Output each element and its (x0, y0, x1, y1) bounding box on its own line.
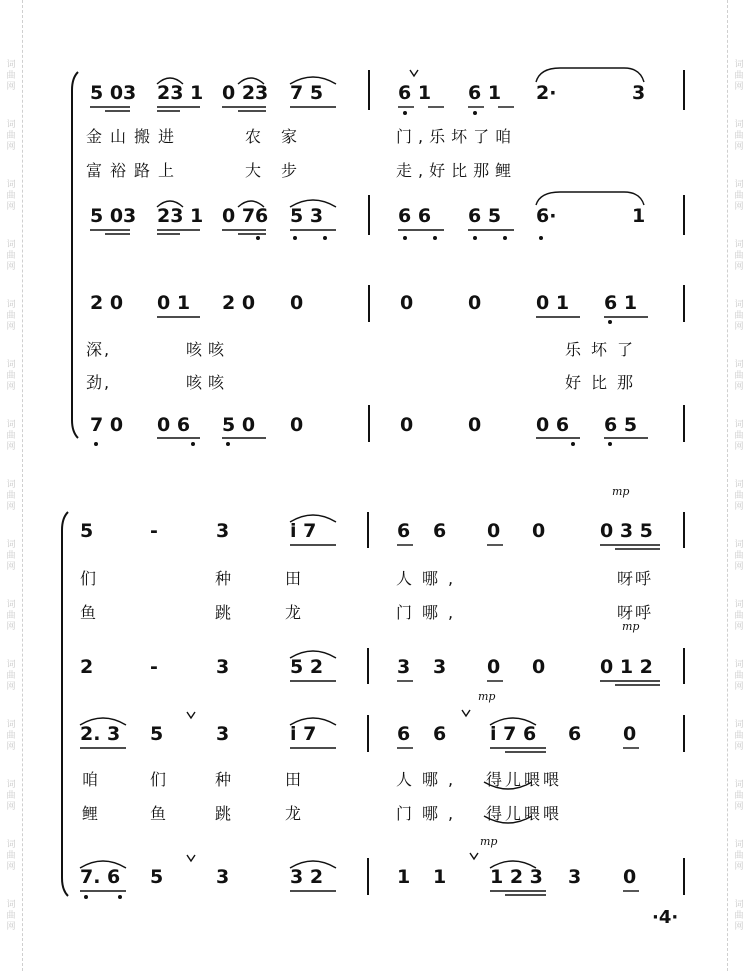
note-group: 5 0 (222, 414, 256, 436)
lyric-line: 咳咳 (186, 340, 231, 359)
note-group: 0 (468, 292, 482, 314)
note-group: 1 2 3 (490, 866, 543, 888)
octave-dot (503, 236, 507, 240)
slur (238, 78, 264, 84)
watermark-text: 词 曲 网 (6, 480, 16, 512)
note-group: 6 (397, 520, 411, 542)
lyric-line: 田 (285, 770, 304, 789)
dynamic-marking: mp (480, 835, 498, 848)
lyric-line: 呀呼 (617, 603, 654, 622)
watermark-text: 词 曲 网 (6, 240, 16, 272)
note-group: 1 (433, 866, 447, 888)
note-group: 5 3 (290, 205, 324, 227)
slur (490, 861, 536, 868)
note-group: 6 1 (398, 82, 432, 104)
watermark-text: 词 曲 网 (6, 120, 16, 152)
dynamic-marking: mp (478, 690, 496, 703)
watermark-text: 词 曲 网 (6, 60, 16, 92)
note-group: 5 (150, 723, 164, 745)
watermark-text: 词 曲 网 (6, 720, 16, 752)
slur (157, 201, 183, 207)
note-group: i 7 (290, 723, 317, 745)
lyric-line: 龙 (285, 603, 304, 622)
note-group: 0 6 (536, 414, 570, 436)
breath-mark (410, 70, 418, 76)
lyric-line: 咱 (82, 770, 101, 789)
octave-dot (84, 895, 88, 899)
note-group: 6 (433, 520, 447, 542)
note-group: 0 (487, 656, 501, 678)
note-group: 5 (150, 866, 164, 888)
note-group: 0 76 (222, 205, 269, 227)
watermark-text: 词 曲 网 (734, 660, 744, 692)
note-group: 0 (400, 414, 414, 436)
note-group: 0 1 2 (600, 656, 653, 678)
watermark-text: 词 曲 网 (6, 780, 16, 812)
note-group: 3 (216, 723, 230, 745)
note-group: 6 (433, 723, 447, 745)
note-group: 3 (397, 656, 411, 678)
watermark-text: 词 曲 网 (6, 600, 16, 632)
octave-dot (608, 442, 612, 446)
note-group: 3 (216, 656, 230, 678)
lyric-line: 大步 (245, 161, 318, 180)
note-group: 23 1 (157, 205, 204, 227)
watermark-text: 词 曲 网 (734, 60, 744, 92)
lyric-line: 人哪, (396, 569, 464, 588)
watermark-text: 词 曲 网 (6, 840, 16, 872)
slur (290, 651, 336, 658)
watermark-text: 词 曲 网 (6, 300, 16, 332)
note-group: 3 (632, 82, 646, 104)
watermark-text: 词 曲 网 (6, 660, 16, 692)
watermark-text: 词 曲 网 (734, 480, 744, 512)
breath-mark (470, 853, 478, 859)
watermark-text: 词 曲 网 (734, 540, 744, 572)
note-group: 6 6 (398, 205, 432, 227)
lyric-line: 农家 (245, 127, 318, 146)
octave-dot (473, 236, 477, 240)
slur (238, 201, 264, 207)
note-group: 6 (568, 723, 582, 745)
note-group: 3 (216, 520, 230, 542)
note-group: 0 1 (157, 292, 191, 314)
watermark-text: 词 曲 网 (734, 600, 744, 632)
slur (80, 861, 126, 868)
note-group: 6 5 (468, 205, 502, 227)
slur (290, 515, 336, 522)
lyric-line: 得儿喂喂 (486, 770, 563, 789)
lyric-line: 种 (215, 770, 234, 789)
note-group: 2 (80, 656, 94, 678)
lyric-line: 田 (285, 569, 304, 588)
note-group: 7. 6 (80, 866, 121, 888)
note-group: 5 03 (90, 82, 137, 104)
note-group: 7 5 (290, 82, 324, 104)
note-group: 0 (290, 414, 304, 436)
octave-dot (256, 236, 260, 240)
octave-dot (608, 320, 612, 324)
lyric-line: 咳咳 (186, 373, 231, 392)
octave-dot (293, 236, 297, 240)
lyric-line: 走,好比那鲤 (396, 161, 518, 180)
note-group: 2· (536, 82, 557, 104)
watermark-text: 词 曲 网 (734, 900, 744, 932)
breath-mark (187, 712, 195, 718)
slur (157, 78, 183, 84)
watermark-text: 词 曲 网 (734, 240, 744, 272)
note-group: 3 2 (290, 866, 324, 888)
note-group: 2. 3 (80, 723, 121, 745)
lyric-line: 劲, (86, 373, 112, 392)
slur (290, 200, 336, 207)
note-group: 6 5 (604, 414, 638, 436)
lyric-line: 跳 (215, 603, 234, 622)
watermark-text: 词 曲 网 (6, 420, 16, 452)
note-group: 0 (487, 520, 501, 542)
watermark-text: 词 曲 网 (734, 780, 744, 812)
octave-dot (191, 442, 195, 446)
note-group: 3 (568, 866, 582, 888)
lyric-line: 门哪, (396, 603, 464, 622)
lyric-line: 得儿喂喂 (486, 804, 563, 823)
octave-dot (403, 236, 407, 240)
watermark-text: 词 曲 网 (6, 540, 16, 572)
lyric-line: 富裕路上 (86, 161, 183, 180)
note-group: 0 (290, 292, 304, 314)
note-group: 5 03 (90, 205, 137, 227)
note-group: 0 (623, 723, 637, 745)
watermark-text: 词 曲 网 (734, 180, 744, 212)
lyric-line: 门,乐坏了咱 (396, 127, 518, 146)
note-group: 5 (80, 520, 94, 542)
lyric-line: 鲤 (82, 804, 101, 823)
note-group: 1 (397, 866, 411, 888)
octave-dot (118, 895, 122, 899)
lyric-line: 呀呼 (617, 569, 654, 588)
watermark-text: 词 曲 网 (6, 180, 16, 212)
octave-dot (403, 111, 407, 115)
note-group: 6 1 (468, 82, 502, 104)
slur (536, 68, 644, 82)
slur (80, 718, 126, 725)
lyric-line: 种 (215, 569, 234, 588)
octave-dot (323, 236, 327, 240)
lyric-line: 门哪, (396, 804, 464, 823)
lyric-line: 们 (150, 770, 169, 789)
watermark-text: 词 曲 网 (734, 720, 744, 752)
lyric-line: 乐坏了 (565, 340, 644, 359)
breath-mark (462, 710, 470, 716)
system-brace (72, 72, 78, 438)
octave-dot (571, 442, 575, 446)
octave-dot (433, 236, 437, 240)
note-group: 0 1 (536, 292, 570, 314)
note-group: i 7 6 (490, 723, 537, 745)
dynamic-marking: mp (612, 485, 630, 498)
lyric-line: 深, (86, 340, 112, 359)
note-group: 0 (400, 292, 414, 314)
note-group: 5 2 (290, 656, 324, 678)
slur (484, 782, 532, 789)
system-brace (62, 512, 68, 896)
watermark-text: 词 曲 网 (6, 900, 16, 932)
note-group: 0 23 (222, 82, 269, 104)
octave-dot (94, 442, 98, 446)
watermark-text: 词 曲 网 (734, 420, 744, 452)
slur (536, 192, 644, 205)
slur (484, 816, 532, 823)
octave-dot (473, 111, 477, 115)
watermark-text: 词 曲 网 (734, 840, 744, 872)
octave-dot (226, 442, 230, 446)
lyric-line: 龙 (285, 804, 304, 823)
slur (290, 861, 336, 868)
note-group: 0 (623, 866, 637, 888)
slur (290, 77, 336, 84)
note-group: i 7 (290, 520, 317, 542)
note-group: 3 (433, 656, 447, 678)
note-group: - (150, 656, 158, 678)
dynamic-marking: mp (622, 620, 640, 633)
note-group: 6· (536, 205, 557, 227)
watermark-text: 词 曲 网 (734, 120, 744, 152)
page-number: ·4· (652, 907, 679, 928)
note-group: 1 (632, 205, 646, 227)
note-group: 2 0 (90, 292, 124, 314)
lyric-line: 金山搬进 (86, 127, 183, 146)
note-group: 7 0 (90, 414, 124, 436)
lyric-line: 好比那 (565, 373, 644, 392)
note-group: 2 0 (222, 292, 256, 314)
note-group: 0 (532, 520, 546, 542)
watermark-text: 词 曲 网 (734, 360, 744, 392)
lyric-line: 鱼 (80, 603, 99, 622)
note-group: 0 (468, 414, 482, 436)
breath-mark (187, 855, 195, 861)
note-group: 0 3 5 (600, 520, 653, 542)
note-group: 6 (397, 723, 411, 745)
lyric-line: 鱼 (150, 804, 169, 823)
slur (290, 718, 336, 725)
lyric-line: 跳 (215, 804, 234, 823)
watermark-text: 词 曲 网 (6, 360, 16, 392)
lyric-line: 人哪, (396, 770, 464, 789)
note-group: 0 (532, 656, 546, 678)
note-group: 6 1 (604, 292, 638, 314)
octave-dot (539, 236, 543, 240)
note-group: 0 6 (157, 414, 191, 436)
slur (490, 718, 536, 725)
watermark-text: 词 曲 网 (734, 300, 744, 332)
lyric-line: 们 (80, 569, 99, 588)
note-group: - (150, 520, 158, 542)
note-group: 3 (216, 866, 230, 888)
note-group: 23 1 (157, 82, 204, 104)
